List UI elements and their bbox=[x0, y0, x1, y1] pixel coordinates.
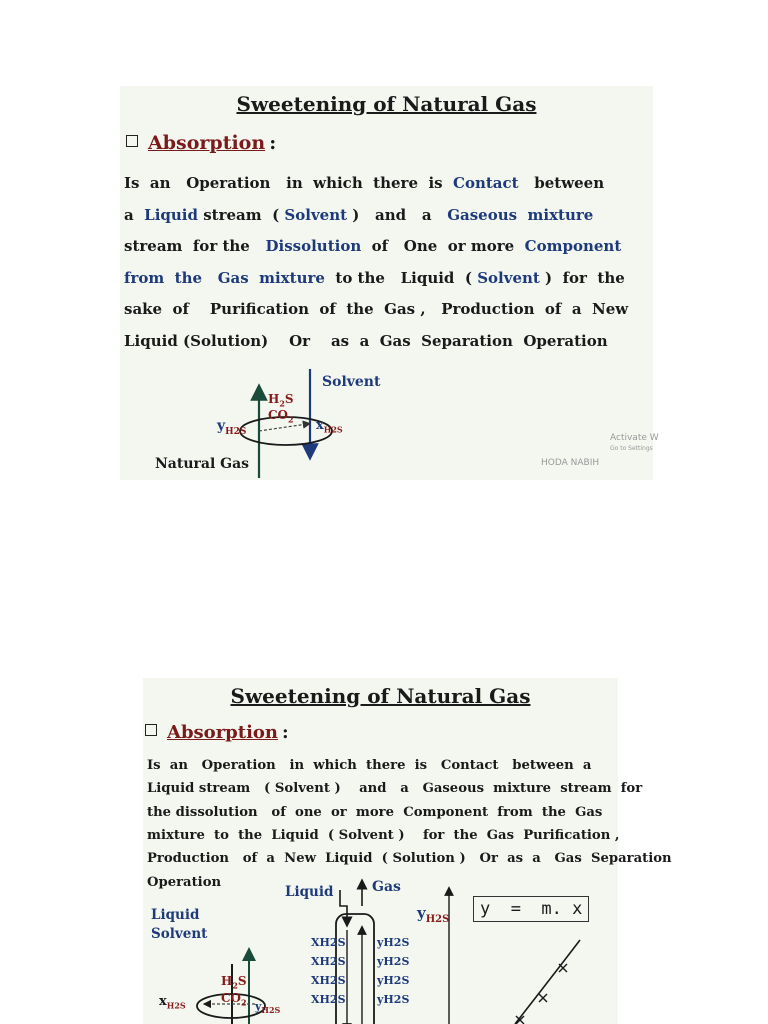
stage-label: yH2S bbox=[377, 936, 410, 949]
stage-label: XH2S bbox=[311, 974, 346, 987]
liquid-solvent-label-2: Solvent bbox=[151, 926, 208, 942]
text-span: stream for the bbox=[124, 237, 266, 256]
text-span: Liquid bbox=[144, 205, 198, 224]
author-label: HODA NABIH bbox=[541, 458, 600, 468]
section-heading: Absorption : bbox=[126, 132, 276, 154]
column-gas-label: Gas bbox=[372, 879, 401, 895]
text-span: ) and a bbox=[347, 205, 448, 224]
text-span: Gas mixture bbox=[217, 268, 325, 287]
y-h2s-label: $y_{H2S}$ bbox=[217, 418, 247, 437]
slide-title: Sweetening of Natural Gas bbox=[230, 684, 531, 708]
text-span: a bbox=[124, 205, 145, 224]
paragraph-line: Is an Operation in which there is Contact between a bbox=[147, 758, 592, 773]
watermark-settings: Go to Settings bbox=[610, 445, 653, 452]
column-liquid-label: Liquid bbox=[285, 884, 334, 900]
h2s-label: $H_2S$ bbox=[268, 392, 294, 409]
absorption-diagram bbox=[120, 86, 653, 480]
text-span: from the bbox=[124, 268, 203, 287]
text-span: Gaseous mixture bbox=[447, 205, 594, 224]
slide-1 bbox=[120, 86, 659, 480]
text-span: Contact bbox=[453, 174, 519, 192]
paragraph-line: Production of a New Liquid ( Solution ) Or as a Gas Separation bbox=[147, 851, 672, 867]
text-span: sake of Purification of the Gas , Production of a New bbox=[124, 300, 629, 319]
section-heading: Absorption : bbox=[145, 722, 289, 743]
stage-label: yH2S bbox=[377, 974, 410, 987]
graph-y-axis-label: $y_{H2S}$ bbox=[417, 904, 450, 925]
h2s-label: $H_2S$ bbox=[221, 974, 247, 991]
watermark-activate: Activate W bbox=[610, 433, 659, 443]
y-h2s-label: $y_{H2S}$ bbox=[255, 1000, 281, 1016]
column-diagram bbox=[143, 678, 618, 1024]
co2-label: $CO_2$ bbox=[268, 408, 294, 425]
natural-gas-label: Natural Gas bbox=[155, 456, 250, 472]
slide-2 bbox=[143, 678, 672, 1024]
solvent-label: Solvent bbox=[322, 374, 381, 390]
paragraph-line: Liquid stream ( Solvent ) and a Gaseous mixture stream for bbox=[147, 781, 643, 797]
text-span: Component bbox=[524, 237, 622, 256]
x-h2s-label: $x_{H2S}$ bbox=[316, 418, 343, 435]
text-span: Solvent bbox=[477, 268, 540, 287]
paragraph-line: the dissolution of one or more Component from the Gas bbox=[147, 804, 603, 820]
text-span: ) for the bbox=[539, 268, 625, 287]
text-span: of One or more bbox=[361, 237, 525, 256]
text-span: to the Liquid ( bbox=[324, 268, 478, 287]
paragraph-line: mixture to the Liquid ( Solvent ) for the Gas Purification , bbox=[147, 827, 620, 843]
paragraph-line: Operation bbox=[147, 874, 222, 890]
text-span: between bbox=[518, 174, 605, 192]
text-span: Solvent bbox=[284, 205, 348, 224]
text-span: Is an Operation in which there is bbox=[124, 174, 454, 192]
stage-label: yH2S bbox=[377, 993, 410, 1006]
stage-label: XH2S bbox=[311, 993, 346, 1006]
stage-label: yH2S bbox=[377, 955, 410, 968]
stage-label: XH2S bbox=[311, 955, 346, 968]
text-span: Dissolution bbox=[265, 237, 362, 256]
x-h2s-label: $x_{H2S}$ bbox=[159, 994, 186, 1011]
text-span: Liquid (Solution) Or as a Gas Separation Operation bbox=[124, 332, 608, 350]
slide-title: Sweetening of Natural Gas bbox=[236, 92, 537, 116]
co2-label: $CO_2$ bbox=[221, 991, 247, 1008]
equation-box: y = m. x bbox=[473, 896, 589, 922]
text-span: stream ( bbox=[198, 205, 285, 224]
stage-label: XH2S bbox=[311, 936, 346, 949]
liquid-solvent-label-1: Liquid bbox=[151, 907, 200, 923]
